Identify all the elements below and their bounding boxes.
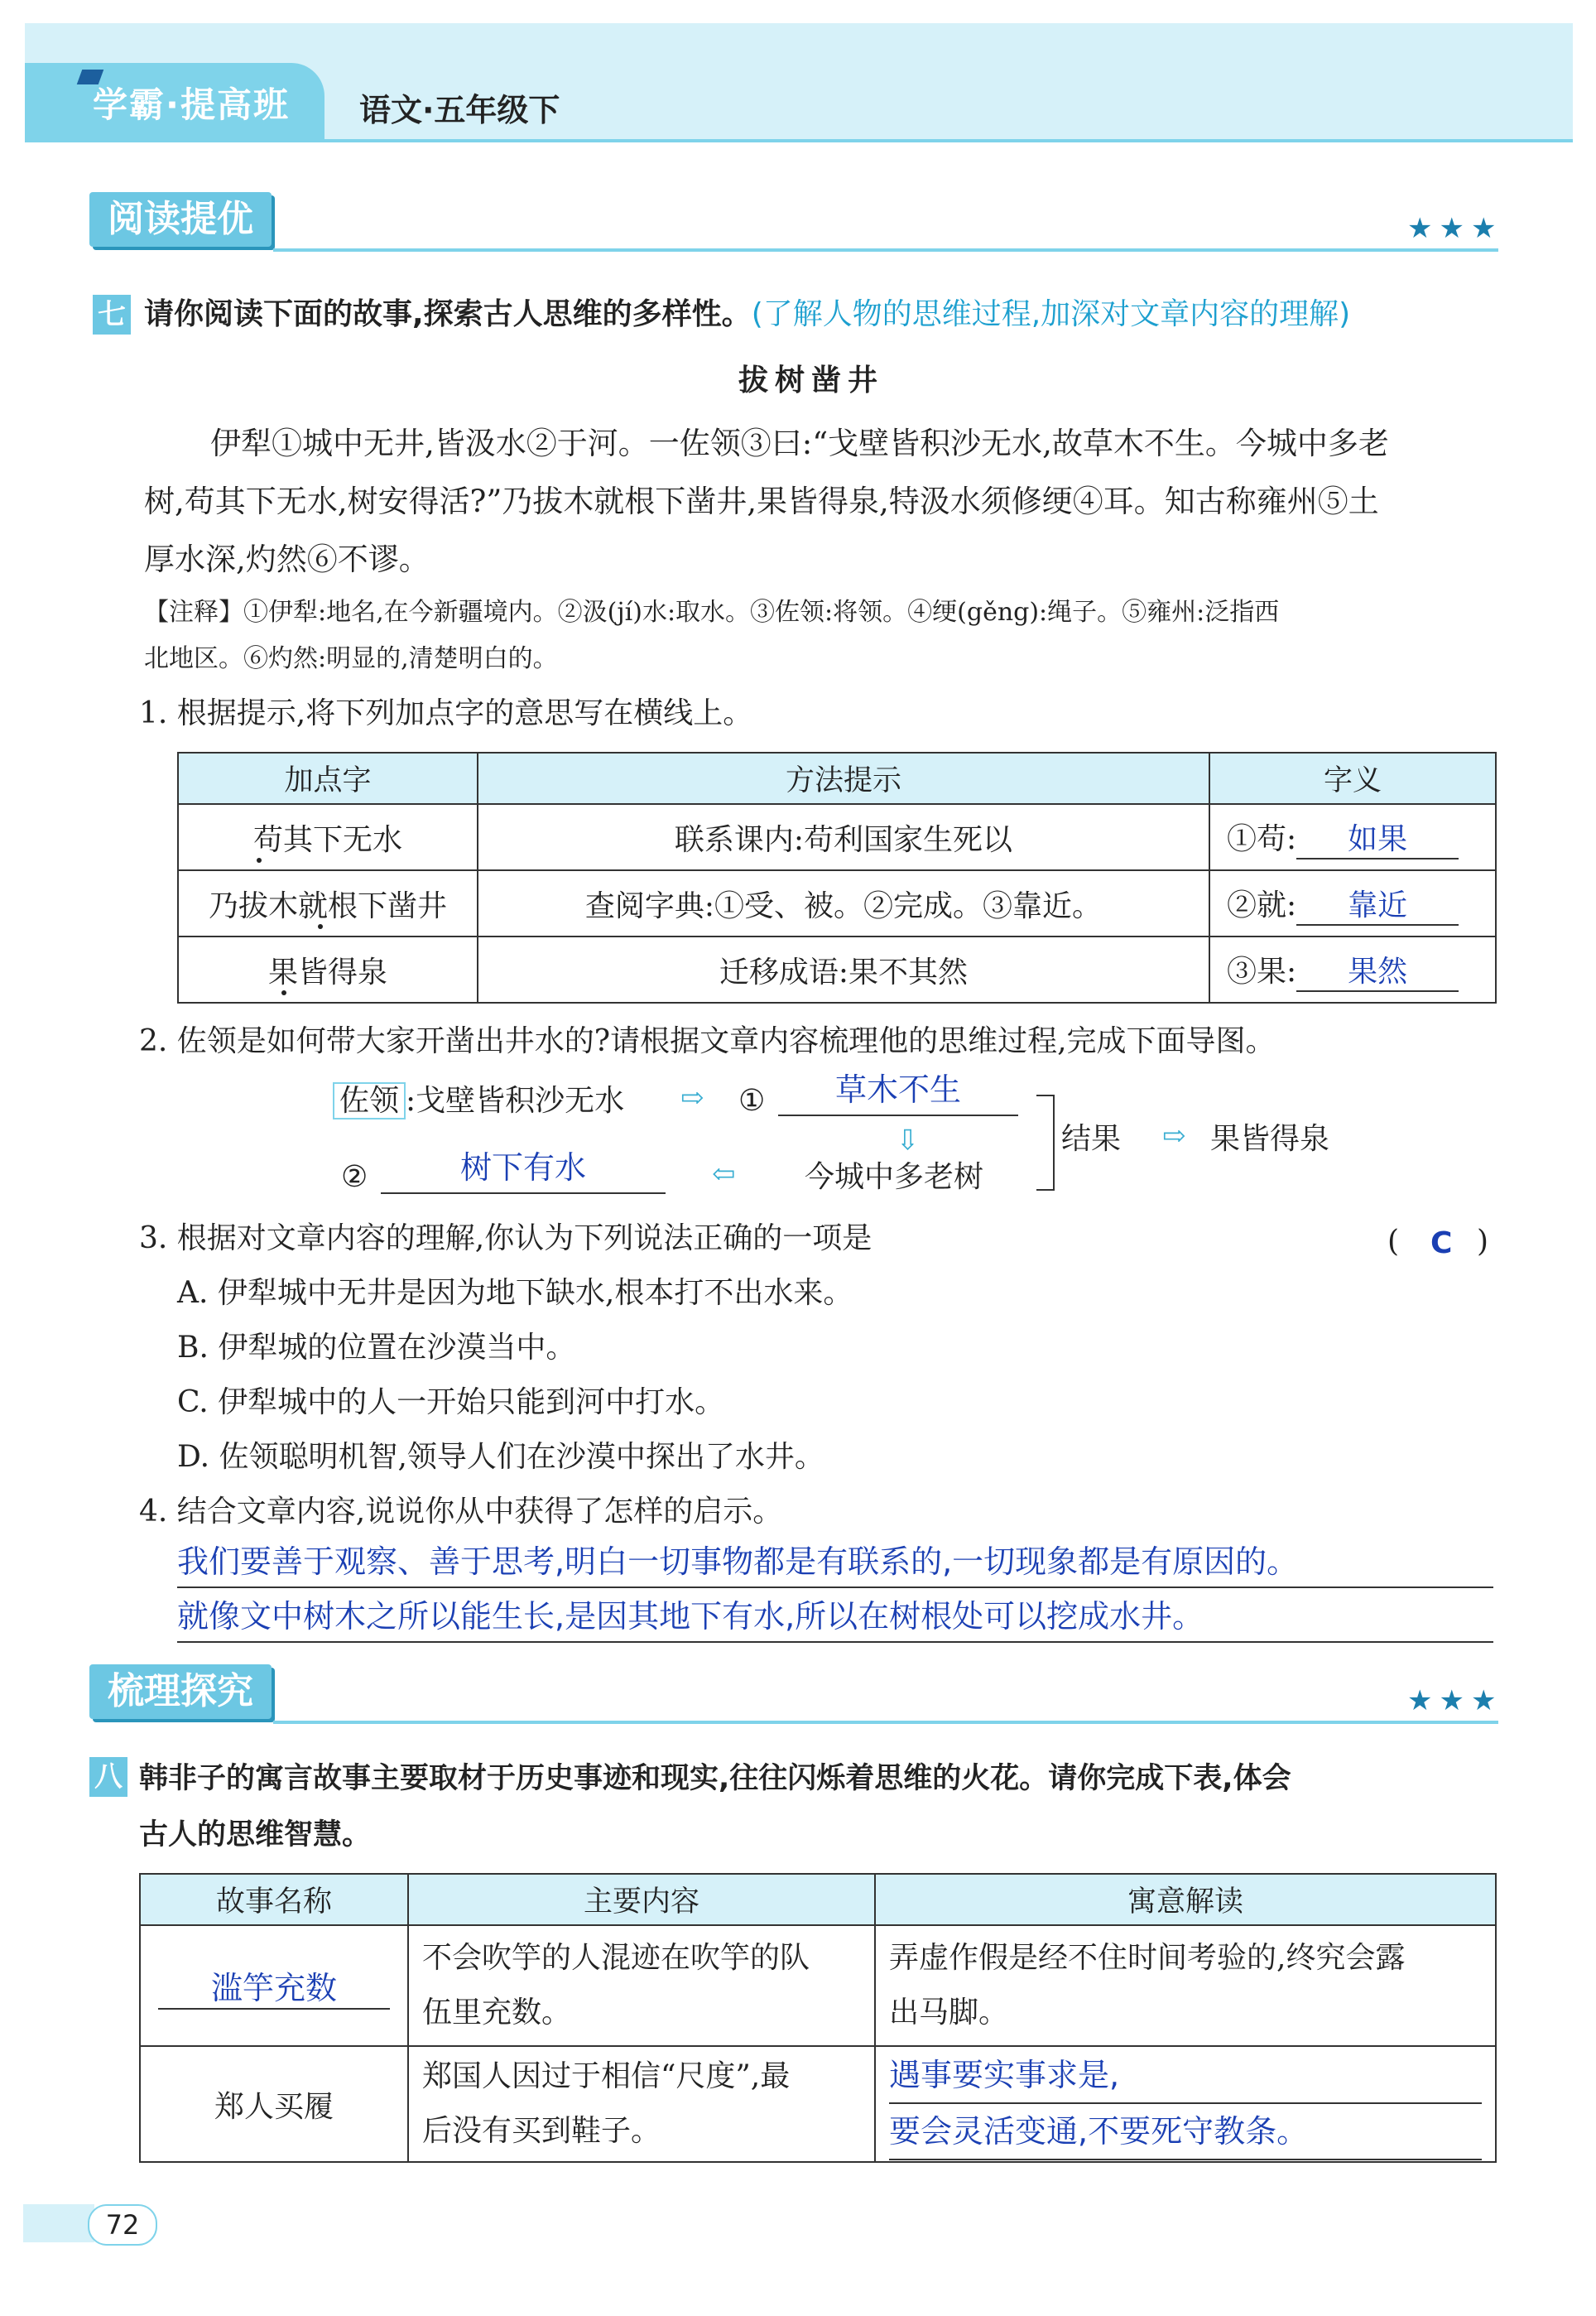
sub-question-2: 2. 佐领是如何带大家开凿出井水的?请根据文章内容梳理他的思维过程,完成下面导图。 [139,1024,1276,1058]
question-number: 八 [89,1757,127,1797]
story-name-answer: 滥竽充数 [158,1962,390,2010]
answer-line: 就像文中树木之所以能生长,是因其地下有水,所以在树根处可以挖成水井。 [177,1591,1493,1643]
brand-name: 学霸·提高班 [93,84,290,125]
meaning-cell [1209,804,1496,870]
content-line: 不会吹竽的人混迹在吹竽的队 [422,1941,810,1975]
arrow-down-icon: ⇨ [891,1127,925,1152]
option: C. 伊犁城中的人一开始只能到河中打水。 [177,1385,725,1419]
table-header: 字义 [1209,753,1496,804]
section-title-reading: 阅读提优 [89,192,272,247]
arrow-right-icon: ⇨ [680,1081,704,1115]
sub-question-4: 4. 结合文章内容,说说你从中获得了怎样的启示。 [139,1495,783,1529]
section-divider [273,248,1498,252]
table-row [140,2046,1496,2162]
footer-band [23,2204,94,2242]
option: D. 佐领聪明机智,领导人们在沙漠中探出了水井。 [177,1440,824,1474]
prompt-hint: (了解人物的思维过程,加深对文章内容的理解) [751,297,1351,331]
table-row [178,870,1496,937]
flow-num: ② [341,1160,368,1194]
meaning-cell [875,1925,1496,2046]
flow-old-trees: 今城中多老树 [805,1160,984,1194]
answer-bracket-left: ( [1387,1225,1400,1259]
question-number: 七 [93,295,131,335]
phrase-cell: 苟其下无水 [178,804,478,870]
meaning-answer-line: 要会灵活变通,不要死守教条。 [889,2104,1482,2160]
option: A. 伊犁城中无井是因为地下缺水,根本打不出水来。 [177,1276,853,1310]
story-line: 伊犁①城中无井,皆汲水②于河。一佐领③曰:“戈壁皆积沙无水,故草木不生。今城中多老 [210,426,1389,461]
question-prompt: 韩非子的寓言故事主要取材于历史事迹和现实,往往闪烁着思维的火花。请你完成下表,体会 [139,1762,1291,1795]
meaning-line: 弄虚作假是经不住时间考验的,终究会露 [889,1941,1406,1975]
word-meaning-table [177,752,1497,1004]
story-name-cell: 郑人买履 [140,2046,408,2162]
meaning-cell [1209,870,1496,937]
content-line: 后没有买到鞋子。 [422,2114,661,2148]
content-line: 郑国人因过于相信“尺度”,最 [422,2059,791,2093]
arrow-right-icon: ⇨ [1162,1119,1186,1153]
meaning-cell [875,2046,1496,2162]
arrow-left-icon: ⇨ [712,1158,736,1191]
table-header: 寓意解读 [875,1874,1496,1925]
prompt-text: 请你阅读下面的故事,探索古人思维的多样性。 [144,297,752,331]
emphasis-dot [318,924,323,929]
flow-result: 结果 [1061,1122,1122,1156]
content-cell [408,2046,875,2162]
sub-question-3: 3. 根据对文章内容的理解,你认为下列说法正确的一项是 [139,1221,873,1255]
table-header: 加点字 [178,753,478,804]
content-line: 伍里充数。 [422,1996,572,2030]
content-cell [408,1925,875,2046]
table-header: 主要内容 [408,1874,875,1925]
phrase-cell: 乃拔木就根下凿井 [178,870,478,937]
flow-num: ① [738,1084,766,1118]
answer-bracket-right: ) [1477,1225,1489,1259]
flow-final: 果皆得泉 [1210,1122,1330,1156]
table-header: 方法提示 [478,753,1209,804]
answer-blank: 靠近 [1296,882,1459,926]
story-title: 拔树凿井 [738,364,885,397]
fable-table [139,1873,1497,2163]
answer-blank: 果然 [1296,948,1459,992]
table-header: 故事名称 [140,1874,408,1925]
section-divider [273,1721,1498,1724]
question-prompt [144,290,1350,339]
flow-answer-2: 树下有水 [381,1143,666,1194]
phrase-cell: 果皆得泉 [178,937,478,1003]
table-row [140,1925,1496,2046]
flow-start-text: :戈壁皆积沙无水 [406,1084,625,1118]
hint-cell: 联系课内:苟利国家生死以 [478,804,1209,870]
flow-box: 佐领 [333,1082,406,1119]
meaning-label: ③果: [1227,954,1297,989]
meaning-line: 出马脚。 [889,1996,1009,2030]
option: B. 伊犁城的位置在沙漠当中。 [177,1331,576,1365]
emphasis-dot [281,990,286,995]
flow-bracket [1036,1095,1055,1191]
choice-answer: C [1430,1226,1453,1260]
meaning-answer-line: 遇事要实事求是, [889,2048,1482,2104]
difficulty-stars: ★★★ [1407,212,1503,245]
emphasis-dot [257,858,262,863]
notes-line: 【注释】①伊犁:地名,在今新疆境内。②汲(jí)水:取水。③佐领:将领。④绠(gěng):绳子。⑤雍州:泛指西 [144,598,1280,627]
meaning-cell [1209,937,1496,1003]
table-row [178,937,1496,1003]
answer-blank: 如果 [1296,816,1459,859]
flow-answer-1: 草木不生 [778,1065,1018,1116]
story-name-cell [140,1925,408,2046]
story-line: 树,苟其下无水,树安得活?”乃拔木就根下凿井,果皆得泉,特汲水须修绠④耳。知古称雍州⑤土 [144,484,1379,519]
story-line: 厚水深,灼然⑥不谬。 [144,542,430,577]
sub-question-1: 1. 根据提示,将下列加点字的意思写在横线上。 [139,696,753,730]
question-prompt: 古人的思维智慧。 [139,1818,372,1851]
hint-cell: 查阅字典:①受、被。②完成。③靠近。 [478,870,1209,937]
section-title-explore: 梳理探究 [89,1664,272,1719]
meaning-label: ②就: [1227,888,1297,922]
answer-line: 我们要善于观察、善于思考,明白一切事物都是有联系的,一切现象都是有原因的。 [177,1537,1493,1588]
notes-line: 北地区。⑥灼然:明显的,清楚明白的。 [144,644,558,673]
meaning-label: ①苟: [1227,821,1297,856]
hint-cell: 迁移成语:果不其然 [478,937,1209,1003]
subject-title: 语文·五年级下 [359,92,560,128]
flow-start [333,1076,624,1126]
page-number: 72 [88,2204,157,2246]
table-row [178,804,1496,870]
difficulty-stars: ★★★ [1407,1684,1503,1717]
